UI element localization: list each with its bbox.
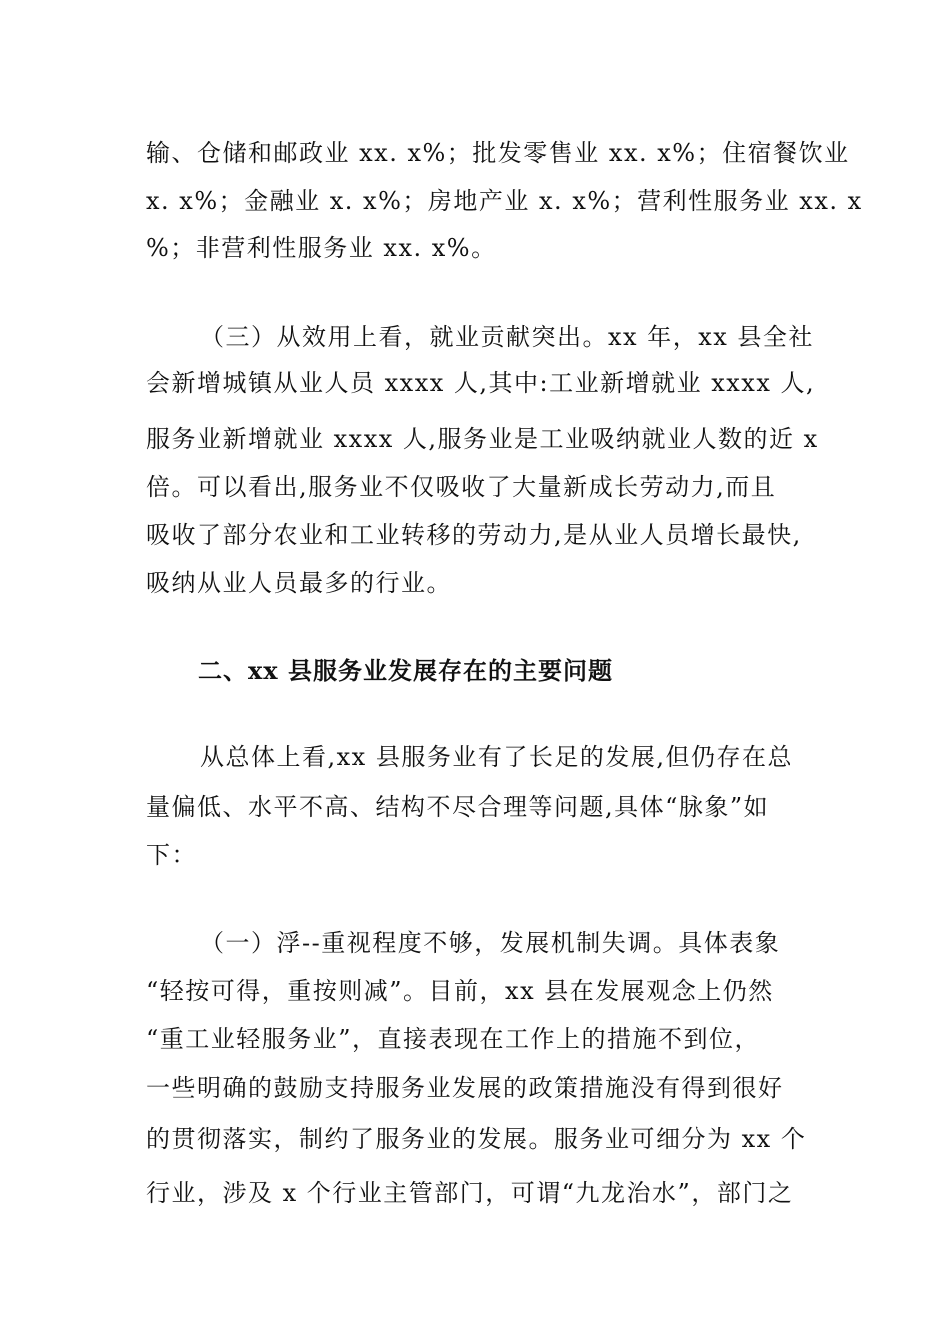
text-line: 量偏低、水平不高、结构不尽合理等问题,具体“脉象”如: [146, 793, 770, 821]
text-line: （三）从效用上看，就业贡献突出。xx 年，xx 县全社: [200, 323, 814, 351]
text-line: %；非营利性服务业 xx. x%。: [146, 234, 497, 262]
text-line: 下：: [146, 841, 197, 869]
text-line: 行业，涉及 x 个行业主管部门，可谓“九龙治水”，部门之: [146, 1179, 794, 1207]
section-heading: 二、xx 县服务业发展存在的主要问题: [198, 656, 613, 685]
text-line: 输、仓储和邮政业 xx. x%；批发零售业 xx. x%；住宿餐饮业: [146, 139, 850, 167]
text-line: “重工业轻服务业”，直接表现在工作上的措施不到位，: [146, 1025, 761, 1053]
text-line: 从总体上看,xx 县服务业有了长足的发展,但仍存在总: [200, 743, 793, 771]
text-line: 吸收了部分农业和工业转移的劳动力,是从业人员增长最快,: [146, 521, 802, 549]
text-line: 倍。可以看出,服务业不仅吸收了大量新成长劳动力,而且: [146, 473, 777, 501]
text-line: 的贯彻落实，制约了服务业的发展。服务业可细分为 xx 个: [146, 1125, 807, 1153]
text-line: 服务业新增就业 xxxx 人,服务业是工业吸纳就业人数的近 x: [146, 425, 819, 453]
text-line: 一些明确的鼓励支持服务业发展的政策措施没有得到很好: [146, 1074, 784, 1102]
text-line: （一）浮--重视程度不够，发展机制失调。具体表象: [200, 929, 781, 957]
text-line: 会新增城镇从业人员 xxxx 人,其中:工业新增就业 xxxx 人,: [146, 369, 816, 397]
text-line: “轻按可得，重按则减”。目前，xx 县在发展观念上仍然: [146, 977, 774, 1005]
text-line: x. x%；金融业 x. x%；房地产业 x. x%；营利性服务业 xx. x: [146, 187, 863, 215]
text-line: 吸纳从业人员最多的行业。: [146, 569, 452, 597]
